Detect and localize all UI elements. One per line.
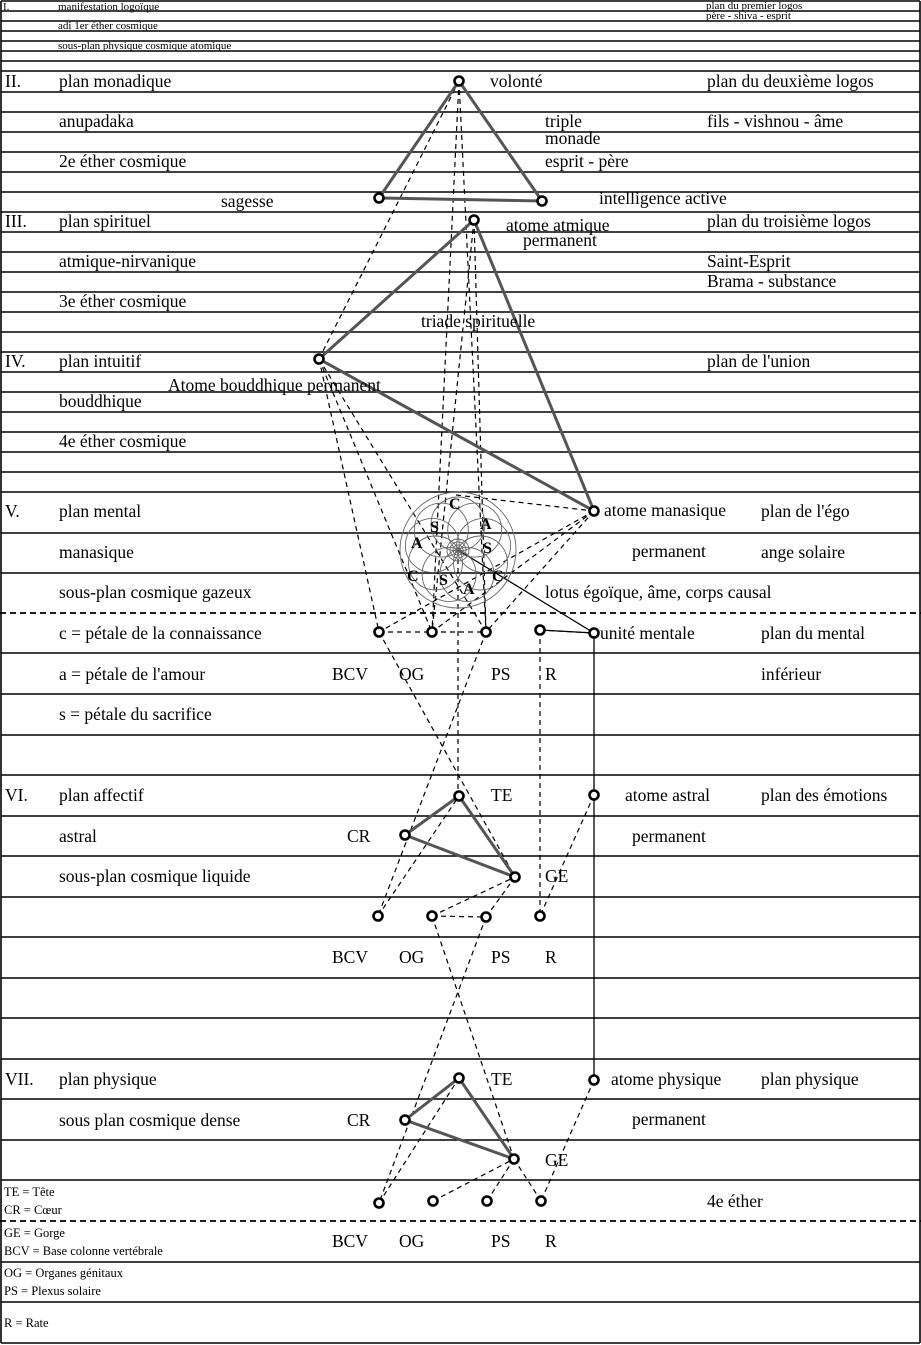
atom-point xyxy=(428,628,437,637)
atom-point xyxy=(401,1116,410,1125)
solid-connectors xyxy=(458,550,594,1080)
plane-right-label: inférieur xyxy=(761,664,822,684)
atom-point xyxy=(590,1076,599,1085)
legend-item: BCV = Base colonne vertébrale xyxy=(4,1244,163,1258)
chakra-label: GE xyxy=(545,1150,569,1170)
triad-triangle xyxy=(319,220,594,511)
plane-number: V. xyxy=(5,501,20,521)
plane-name: manifestation logoïque xyxy=(58,1,160,13)
chakra-label: CR xyxy=(347,826,371,846)
plane-number: VII. xyxy=(5,1069,34,1089)
plane-subname: sous plan cosmique dense xyxy=(59,1110,241,1130)
plane-right-label: plan de l'union xyxy=(707,351,811,371)
plane-right-label: plan du premier logos xyxy=(706,0,803,12)
chakra-label: OG xyxy=(399,664,425,684)
monade-label: monade xyxy=(545,128,601,148)
plane-right-label: Brama - substance xyxy=(707,271,837,291)
chakra-label: TE xyxy=(491,785,513,805)
dashed-connector xyxy=(432,916,486,917)
atom-point xyxy=(470,216,479,225)
atom-point xyxy=(401,831,410,840)
plane-right-label: plan du troisième logos xyxy=(707,211,871,231)
triple-label: triple xyxy=(545,111,582,131)
plane-right-label: père - shiva - esprit xyxy=(706,10,791,22)
petal-letter: S xyxy=(439,572,448,589)
atome-physique-label: atome physique xyxy=(611,1069,722,1089)
dashed-connector xyxy=(319,359,432,632)
plane-right-label: ange solaire xyxy=(761,542,846,562)
atom-point xyxy=(315,355,324,364)
atom-point xyxy=(590,791,599,800)
plane-name: plan mental xyxy=(59,501,142,521)
plane-subname: anupadaka xyxy=(59,111,134,131)
petal-letter: A xyxy=(411,535,423,552)
plane-right-label: plan des émotions xyxy=(761,785,888,805)
legend-item: TE = Tête xyxy=(4,1185,55,1199)
plane-number: VI. xyxy=(5,785,28,805)
atom-point xyxy=(511,873,520,882)
esprit-pere-label: esprit - père xyxy=(545,151,629,171)
plane-subname: 2e éther cosmique xyxy=(59,151,187,171)
lotus-label: lotus égoïque, âme, corps causal xyxy=(545,582,772,602)
monad-triangle xyxy=(379,81,542,201)
atome-astral-label: permanent xyxy=(632,826,706,846)
chakra-label: PS xyxy=(491,947,511,967)
plane-name: plan intuitif xyxy=(59,351,142,371)
atome-physique-label: permanent xyxy=(632,1109,706,1129)
atom-point xyxy=(483,1197,492,1206)
plane-subname: manasique xyxy=(59,542,134,562)
plane-right-label: plan du deuxième logos xyxy=(707,71,874,91)
chakra-label: PS xyxy=(491,664,511,684)
atom-point xyxy=(536,912,545,921)
plane-name: plan spirituel xyxy=(59,211,151,231)
atom-point xyxy=(482,913,491,922)
atom-point xyxy=(455,792,464,801)
petal-legend-c: c = pétale de la connaissance xyxy=(59,623,262,643)
dashed-connector xyxy=(432,81,459,632)
chakra-label: BCV xyxy=(332,1231,368,1251)
petal-legend-a: a = pétale de l'amour xyxy=(59,664,206,684)
atome-atmique-label: permanent xyxy=(523,230,597,250)
plane-subname: astral xyxy=(59,826,97,846)
plane-right-label: plan physique xyxy=(761,1069,859,1089)
atom-point xyxy=(375,194,384,203)
atom-point xyxy=(375,1199,384,1208)
atom-point xyxy=(538,197,547,206)
plane-number: I. xyxy=(3,1,10,13)
atom-point xyxy=(590,629,599,638)
chakra-label: PS xyxy=(491,1231,511,1251)
plane-subname: sous-plan physique cosmique atomique xyxy=(58,40,232,52)
plane-right-label: fils - vishnou - âme xyxy=(707,111,844,131)
plane-subname: atmique-nirvanique xyxy=(59,251,197,271)
chakra-label: OG xyxy=(399,947,425,967)
atome-manasique-label: atome manasique xyxy=(604,500,726,520)
plane-number: III. xyxy=(5,211,27,231)
atom-point xyxy=(536,626,545,635)
petal-letter: S xyxy=(430,519,439,536)
atome-manasique-label: permanent xyxy=(632,541,706,561)
ether-label: 4e éther xyxy=(707,1191,763,1211)
plane-right-label: plan du mental xyxy=(761,623,866,643)
plane-right-label: Saint-Esprit xyxy=(707,251,791,271)
plane-subname: adi 1er éther cosmique xyxy=(58,20,158,32)
chakra-label: GE xyxy=(545,866,569,886)
petal-letter: C xyxy=(407,568,419,585)
legend-item: PS = Plexus solaire xyxy=(4,1284,101,1298)
dashed-connector xyxy=(378,632,486,916)
petal-letter: A xyxy=(480,516,492,533)
atome-bouddhique-label: Atome bouddhique permanent xyxy=(168,375,381,395)
plane-subname: 4e éther cosmique xyxy=(59,431,187,451)
atome-atmique-label: atome atmique xyxy=(506,215,610,235)
chakra-label: CR xyxy=(347,1110,371,1130)
legend-item: OG = Organes génitaux xyxy=(4,1266,123,1280)
petal-letter: C xyxy=(449,496,461,513)
atom-point xyxy=(482,628,491,637)
sagesse-label: sagesse xyxy=(221,191,274,211)
atome-astral-label: atome astral xyxy=(625,785,711,805)
atom-point xyxy=(428,912,437,921)
chakra-label: BCV xyxy=(332,947,368,967)
plane-name: plan physique xyxy=(59,1069,157,1089)
plane-number: II. xyxy=(5,71,22,91)
chakra-label: R xyxy=(545,664,557,684)
petal-legend-s: s = pétale du sacrifice xyxy=(59,704,212,724)
atom-point xyxy=(374,912,383,921)
dashed-connector xyxy=(379,917,486,1203)
chakra-label: OG xyxy=(399,1231,425,1251)
volonte-label: volonté xyxy=(490,71,543,91)
atom-point xyxy=(455,77,464,86)
petal-letter: S xyxy=(483,540,492,557)
plane-subname: sous-plan cosmique gazeux xyxy=(59,582,252,602)
atom-point xyxy=(510,1155,519,1164)
plane-subname: 3e éther cosmique xyxy=(59,291,187,311)
unite-mentale-label: unité mentale xyxy=(600,623,695,643)
legend-item: GE = Gorge xyxy=(4,1226,65,1240)
atom-point xyxy=(375,628,384,637)
chakra-label: TE xyxy=(491,1069,513,1089)
plane-subname: bouddhique xyxy=(59,391,142,411)
chakra-label: R xyxy=(545,1231,557,1251)
dashed-connector xyxy=(319,359,379,632)
atom-point xyxy=(429,1197,438,1206)
chakra-label: R xyxy=(545,947,557,967)
plane-right-label: plan de l'égo xyxy=(761,501,850,521)
plane-subname: sous-plan cosmique liquide xyxy=(59,866,251,886)
chakra-label: BCV xyxy=(332,664,368,684)
petal-letter: A xyxy=(463,581,475,598)
triade-label: triade spirituelle xyxy=(421,311,536,331)
plane-number: IV. xyxy=(5,351,26,371)
atom-point xyxy=(590,507,599,516)
plane-name: plan affectif xyxy=(59,785,144,805)
plane-name: plan monadique xyxy=(59,71,172,91)
legend-item: CR = Cœur xyxy=(4,1203,62,1217)
atom-point xyxy=(455,1074,464,1083)
intelligence-label: intelligence active xyxy=(599,188,727,208)
legend-item: R = Rate xyxy=(4,1316,49,1330)
petal-letter: C xyxy=(492,568,504,585)
atom-point xyxy=(537,1197,546,1206)
astral-triangle xyxy=(405,796,515,877)
